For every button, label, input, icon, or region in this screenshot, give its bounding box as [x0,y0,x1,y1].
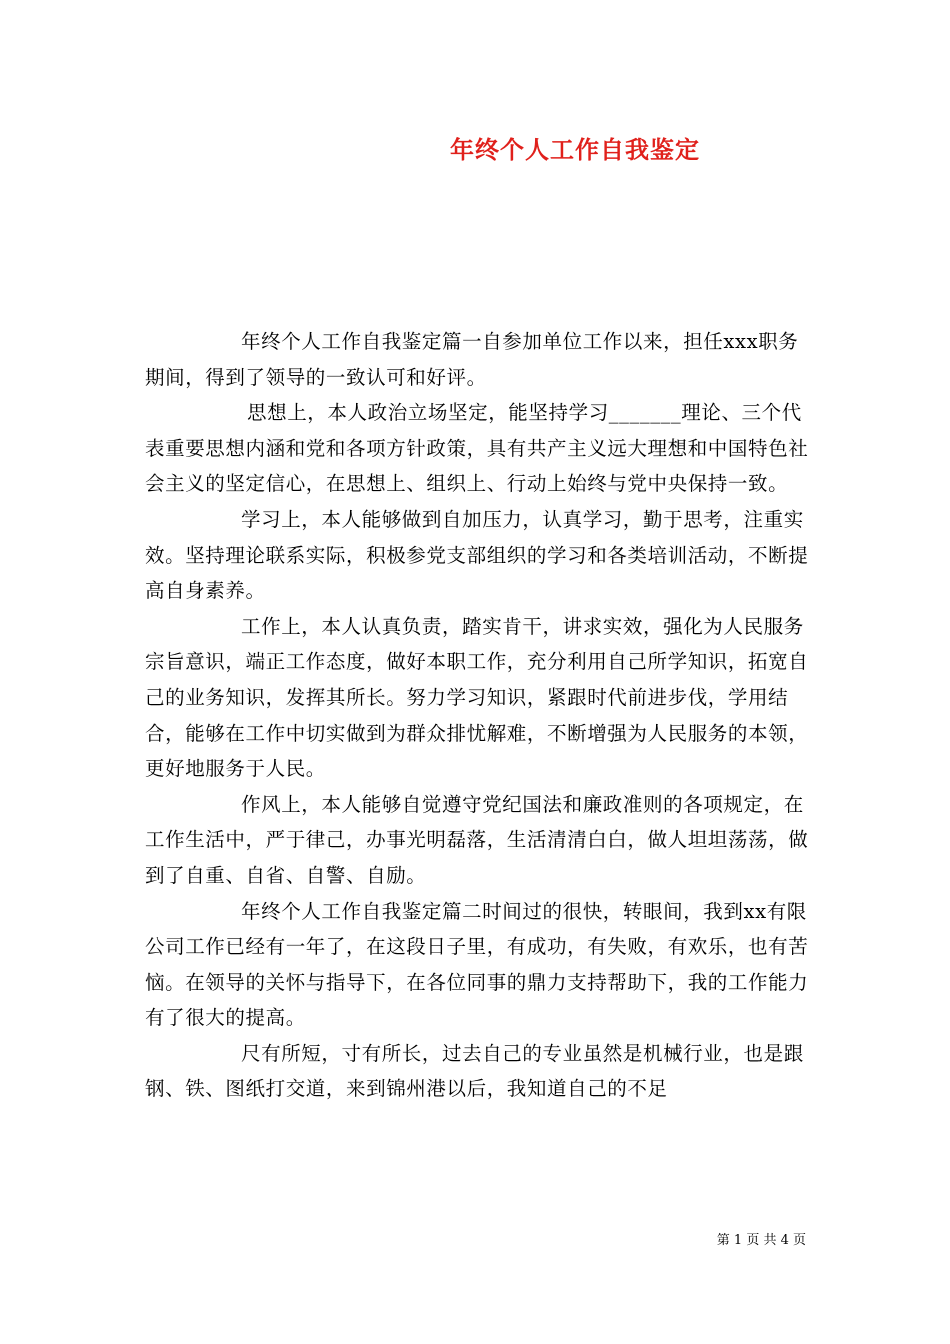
page-number: 第 1 页 共 4 页 [716,1233,806,1248]
paragraph-6 [145,894,815,1036]
document-title: 年终个人工作自我鉴定 [450,135,700,164]
paragraph-4 [145,609,815,787]
paragraph-2-text: 思想上，本人政治立场坚定，能坚持学习_______理论、三个代表重要思想内涵和党和各项方针政策，具有共产主义远大理想和中国特色社会主义的坚定信心，在思想上、组织上、行动上始终与党中央保持一致。 [145,401,809,496]
paragraph-3 [145,502,815,609]
paragraph-5 [145,787,815,894]
paragraph-6-text: 年终个人工作自我鉴定篇二时间过的很快，转眼间，我到xx有限公司工作已经有一年了，在这段日子里，有成功，有失败，有欢乐，也有苦恼。在领导的关怀与指导下，在各位同事的鼎力支持帮助下，我的工作能力有了很大的提高。 [145,899,809,1030]
paragraph-7-text: 尺有所短，寸有所长，过去自己的专业虽然是机械行业，也是跟钢、铁、图纸打交道，来到锦州港以后，我知道自己的不足 [145,1041,804,1101]
paragraph-1 [145,324,815,395]
document-body [145,324,815,1107]
paragraph-7 [145,1036,815,1107]
paragraph-5-text: 作风上，本人能够自觉遵守党纪国法和廉政准则的各项规定，在工作生活中，严于律己，办事光明磊落，生活清清白白，做人坦坦荡荡，做到了自重、自省、自警、自励。 [145,792,809,887]
paragraph-4-text: 工作上，本人认真负责，踏实肯干，讲求实效，强化为人民服务宗旨意识，端正工作态度，做好本职工作，充分利用自己所学知识，拓宽自己的业务知识，发挥其所长。努力学习知识，紧跟时代前进步伐，学用结合，能够在工作中切实做到为群众排忧解难，不断增强为人民服务的本领，更好地服务于人民。 [145,614,809,781]
paragraph-1-text: 年终个人工作自我鉴定篇一自参加单位工作以来，担任xxx职务期间，得到了领导的一致认可和好评。 [145,330,799,389]
paragraph-2 [145,395,815,502]
paragraph-3-text: 学习上，本人能够做到自加压力，认真学习，勤于思考，注重实效。坚持理论联系实际，积极参党支部组织的学习和各类培训活动，不断提高自身素养。 [145,507,809,603]
